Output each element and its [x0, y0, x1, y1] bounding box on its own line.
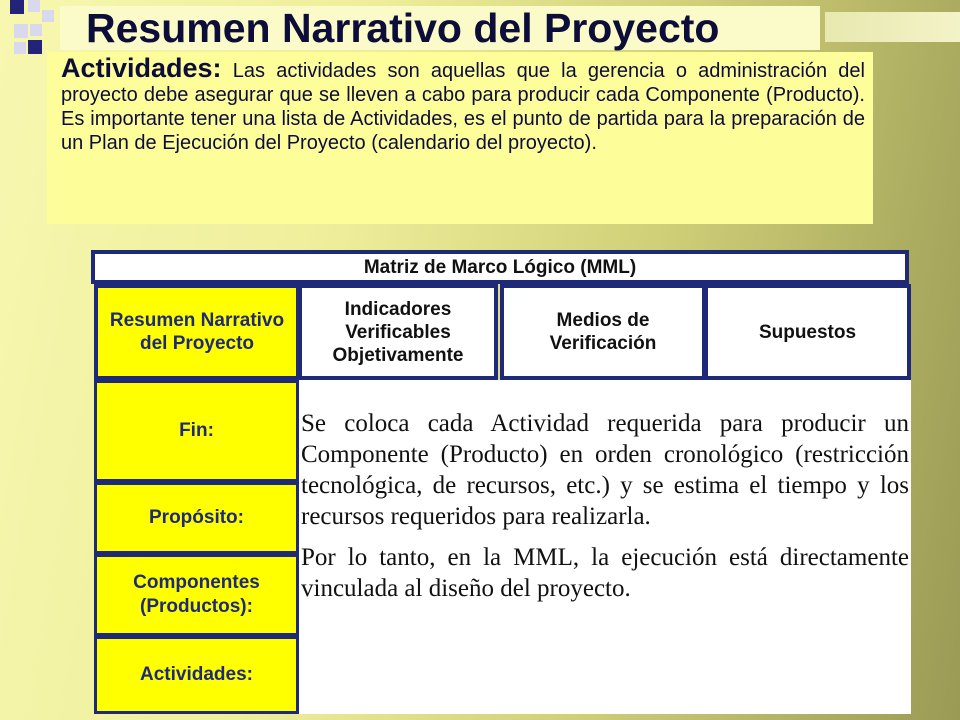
- title-accent-bar: [825, 12, 960, 42]
- body-paragraph-1: Se coloca cada Actividad requerida para producir un Componente (Producto) en orden cronológico (restricción tecnológica, de recursos, etc.) y se estima el tiempo y los recursos requeridos para realizarla.: [301, 410, 909, 530]
- header-supuestos: Supuestos: [704, 284, 911, 380]
- row-fin: Fin:: [94, 380, 299, 482]
- intro-lead: Actividades:: [61, 53, 222, 83]
- decor-square-icon: [14, 42, 26, 54]
- slide-title: Resumen Narrativo del Proyecto: [86, 5, 720, 51]
- header-resumen: Resumen Narrativo del Proyecto: [94, 284, 300, 380]
- matrix-body-text: [299, 380, 911, 714]
- row-proposito: Propósito:: [94, 482, 299, 554]
- intro-text: Las actividades son aquellas que la gerencia o administración del proyecto debe asegurar que se lleven a cabo para producir cada Componente (Producto). Es importante tener una lista de Actividades, es el punto de partida para la preparación de un Plan de Ejecución del Proyecto (calendario del proyecto).: [61, 60, 865, 154]
- decor-square-icon: [30, 24, 42, 36]
- row-actividades: Actividades:: [94, 636, 299, 714]
- body-paragraph-2: Por lo tanto, en la MML, la ejecución está directamente vinculada al diseño del proyecto.: [301, 544, 909, 602]
- decor-square-icon: [28, 0, 40, 12]
- matrix-title: Matriz de Marco Lógico (MML): [91, 250, 909, 284]
- intro-box: [47, 52, 873, 224]
- decor-square-icon: [42, 10, 54, 22]
- header-medios: Medios de Verificación: [500, 284, 706, 380]
- row-componentes: Componentes (Productos):: [94, 554, 299, 636]
- decor-square-icon: [10, 0, 24, 14]
- decor-square-icon: [28, 40, 42, 54]
- decor-square-icon: [14, 24, 28, 38]
- header-indicadores: Indicadores Verificables Objetivamente: [298, 284, 498, 380]
